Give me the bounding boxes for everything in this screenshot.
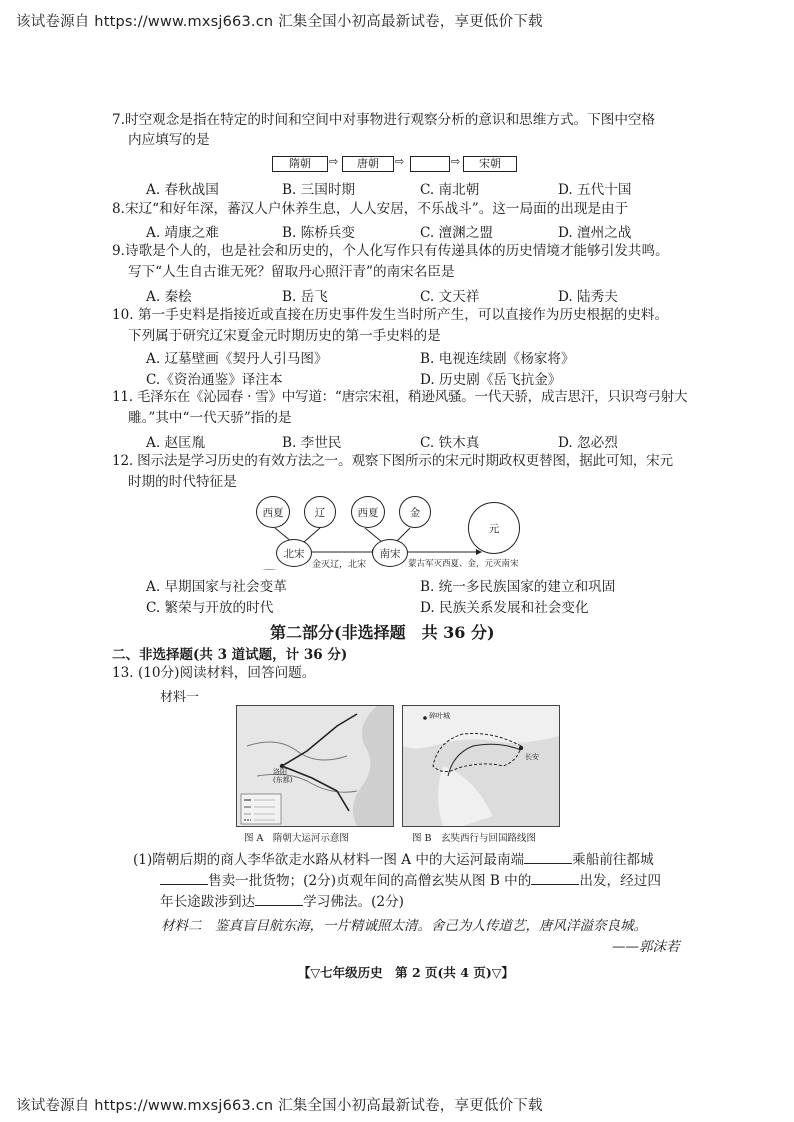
q7-option-c[interactable]: C. 南北朝 xyxy=(420,182,480,198)
q12-option-a[interactable]: A. 早期国家与社会变革 xyxy=(146,579,287,595)
node-beisong: 北宋 xyxy=(276,539,312,567)
node-nansong: 南宋 xyxy=(372,539,408,567)
map-a-caption: 图 A 隋朝大运河示意图 xyxy=(244,833,349,844)
q11-option-b[interactable]: B. 李世民 xyxy=(282,435,342,451)
q8-option-d[interactable]: D. 澶州之战 xyxy=(558,225,632,241)
q12-option-c[interactable]: C. 繁荣与开放的时代 xyxy=(146,600,274,616)
label-jin-mie-liao: 金灭辽，北宋 xyxy=(312,560,367,570)
q7-option-a[interactable]: A. 春秋战国 xyxy=(146,182,219,198)
q11-option-c[interactable]: C. 铁木真 xyxy=(420,435,480,451)
q10-option-b[interactable]: B. 电视连续剧《杨家将》 xyxy=(420,351,575,367)
q8-option-a[interactable]: A. 靖康之难 xyxy=(146,225,219,241)
map-b-suiye-label: 碎叶城 xyxy=(429,712,450,720)
q12-stem-line2: 时期的时代特征是 xyxy=(128,474,237,490)
answer-blank-3[interactable] xyxy=(531,884,579,885)
q10-option-d[interactable]: D. 历史剧《岳飞抗金》 xyxy=(420,372,562,388)
map-a-luoyang-label: 洛阳 (东都) xyxy=(273,768,293,784)
node-liao: 辽 xyxy=(304,496,336,528)
q12-option-d[interactable]: D. 民族关系发展和社会变化 xyxy=(420,600,589,616)
material-two-author: ——郭沫若 xyxy=(612,939,680,955)
node-yuan: 元 xyxy=(468,502,520,554)
flow-box-2: 唐朝 xyxy=(342,156,394,172)
q7-stem-line1: 7.时空观念是指在特定的时间和空间中对事物进行观察分析的意识和思维方式。下图中空格 xyxy=(112,112,656,128)
answer-blank-2[interactable] xyxy=(160,884,208,885)
flow-box-4: 宋朝 xyxy=(463,156,517,172)
source-banner-top: 该试卷源自 https://www.mxsj663.cn 汇集全国小初高最新试卷，享更低价下载 xyxy=(16,14,543,30)
q13-sub1-line3: 年长途跋涉到达 学习佛法。(2分) xyxy=(160,894,404,910)
q12-stem-line1: 12. 图示法是学习历史的有效方法之一。观察下图所示的宋元时期政权更替图，据此可知，宋元 xyxy=(112,453,673,469)
page-footer: 【▽七年级历史 第 2 页(共 4 页)▽】 xyxy=(298,965,514,980)
q9-option-a[interactable]: A. 秦桧 xyxy=(146,289,192,305)
q9-option-d[interactable]: D. 陆秀夫 xyxy=(558,289,618,305)
q12-option-b[interactable]: B. 统一多民族国家的建立和巩固 xyxy=(420,579,616,595)
answer-blank-1[interactable] xyxy=(524,863,572,864)
q13-head: 13. (10分)阅读材料，回答问题。 xyxy=(112,665,316,681)
label-menggu: 蒙古军灭西夏、金，元灭南宋 xyxy=(408,559,519,569)
map-b-caption: 图 B 玄奘西行与回国路线图 xyxy=(412,833,537,844)
flow-box-1: 隋朝 xyxy=(272,156,328,172)
q11-stem-line1: 11. 毛泽东在《沁园春 · 雪》中写道：“唐宗宋祖，稍逊风骚。一代天骄，成吉思汗，只识弯弓射大 xyxy=(112,389,688,405)
q9-option-b[interactable]: B. 岳飞 xyxy=(282,289,328,305)
q7-option-d[interactable]: D. 五代十国 xyxy=(558,182,632,198)
material-one-label: 材料一 xyxy=(160,690,200,705)
flow-arrow-icon: ⇨ xyxy=(329,155,339,168)
answer-blank-4[interactable] xyxy=(255,905,303,906)
q10-option-c[interactable]: C.《资治通鉴》译注本 xyxy=(146,372,283,388)
source-banner-bottom: 该试卷源自 https://www.mxsj663.cn 汇集全国小初高最新试卷，享更低价下载 xyxy=(16,1098,543,1114)
map-b-changan-label: 长安 xyxy=(525,753,539,761)
q9-stem-line2: 写下“人生自古谁无死？留取丹心照汗青”的南宋名臣是 xyxy=(128,264,455,280)
map-b-graphic xyxy=(403,706,559,826)
q11-option-a[interactable]: A. 赵匡胤 xyxy=(146,435,206,451)
map-b-xuanzang-route xyxy=(402,705,560,827)
q13-sub1-line2: 售卖一批货物；(2分)贞观年间的高僧玄奘从图 B 中的 出发，经过四 xyxy=(160,871,661,891)
q8-stem: 8.宋辽“和好年深，蕃汉人户休养生息，人人安居，不乐战斗”。这一局面的出现是由于 xyxy=(112,201,629,217)
q7-option-b[interactable]: B. 三国时期 xyxy=(282,182,356,198)
flow-box-blank xyxy=(410,156,450,172)
q7-stem-line2: 内应填写的是 xyxy=(128,132,210,148)
q9-option-c[interactable]: C. 文天祥 xyxy=(420,289,480,305)
flow-arrow-icon: ⇨ xyxy=(395,155,405,168)
map-a-grand-canal xyxy=(236,705,394,827)
q11-option-d[interactable]: D. 忽必烈 xyxy=(558,435,618,451)
node-jin: 金 xyxy=(399,496,431,528)
node-xixia-2: 西夏 xyxy=(351,496,385,528)
q10-stem-line2: 下列属于研究辽宋夏金元时期历史的第一手史料的是 xyxy=(128,328,441,344)
q13-sub1-line1: (1)隋朝后期的商人李华欲走水路从材料一图 A 中的大运河最南端 乘船前往都城 xyxy=(133,852,654,868)
part-two-title: 第二部分(非选择题 共 36 分) xyxy=(270,623,495,642)
q10-option-a[interactable]: A. 辽墓壁画《契丹人引马图》 xyxy=(146,351,328,367)
q11-stem-line2: 雕。”其中“一代天骄”指的是 xyxy=(128,410,292,426)
part-two-subtitle: 二、非选择题(共 3 道试题，计 36 分) xyxy=(112,647,348,663)
material-two: 材料二 鉴真盲目航东海，一片精诚照太清。舍己为人传道艺，唐风洋溢奈良城。 xyxy=(161,918,647,934)
q8-option-b[interactable]: B. 陈桥兵变 xyxy=(282,225,356,241)
q10-stem-line1: 10. 第一手史料是指接近或直接在历史事件发生当时所产生，可以直接作为历史根据的史料。 xyxy=(112,307,669,323)
q9-stem-line1: 9.诗歌是个人的，也是社会和历史的，个人化写作只有传递具体的历史情境才能够引发共鸣。 xyxy=(112,243,669,259)
map-a-graphic xyxy=(237,706,393,826)
node-xixia-1: 西夏 xyxy=(256,496,290,528)
flow-arrow-icon: ⇨ xyxy=(451,155,461,168)
q8-option-c[interactable]: C. 澶渊之盟 xyxy=(420,225,493,241)
